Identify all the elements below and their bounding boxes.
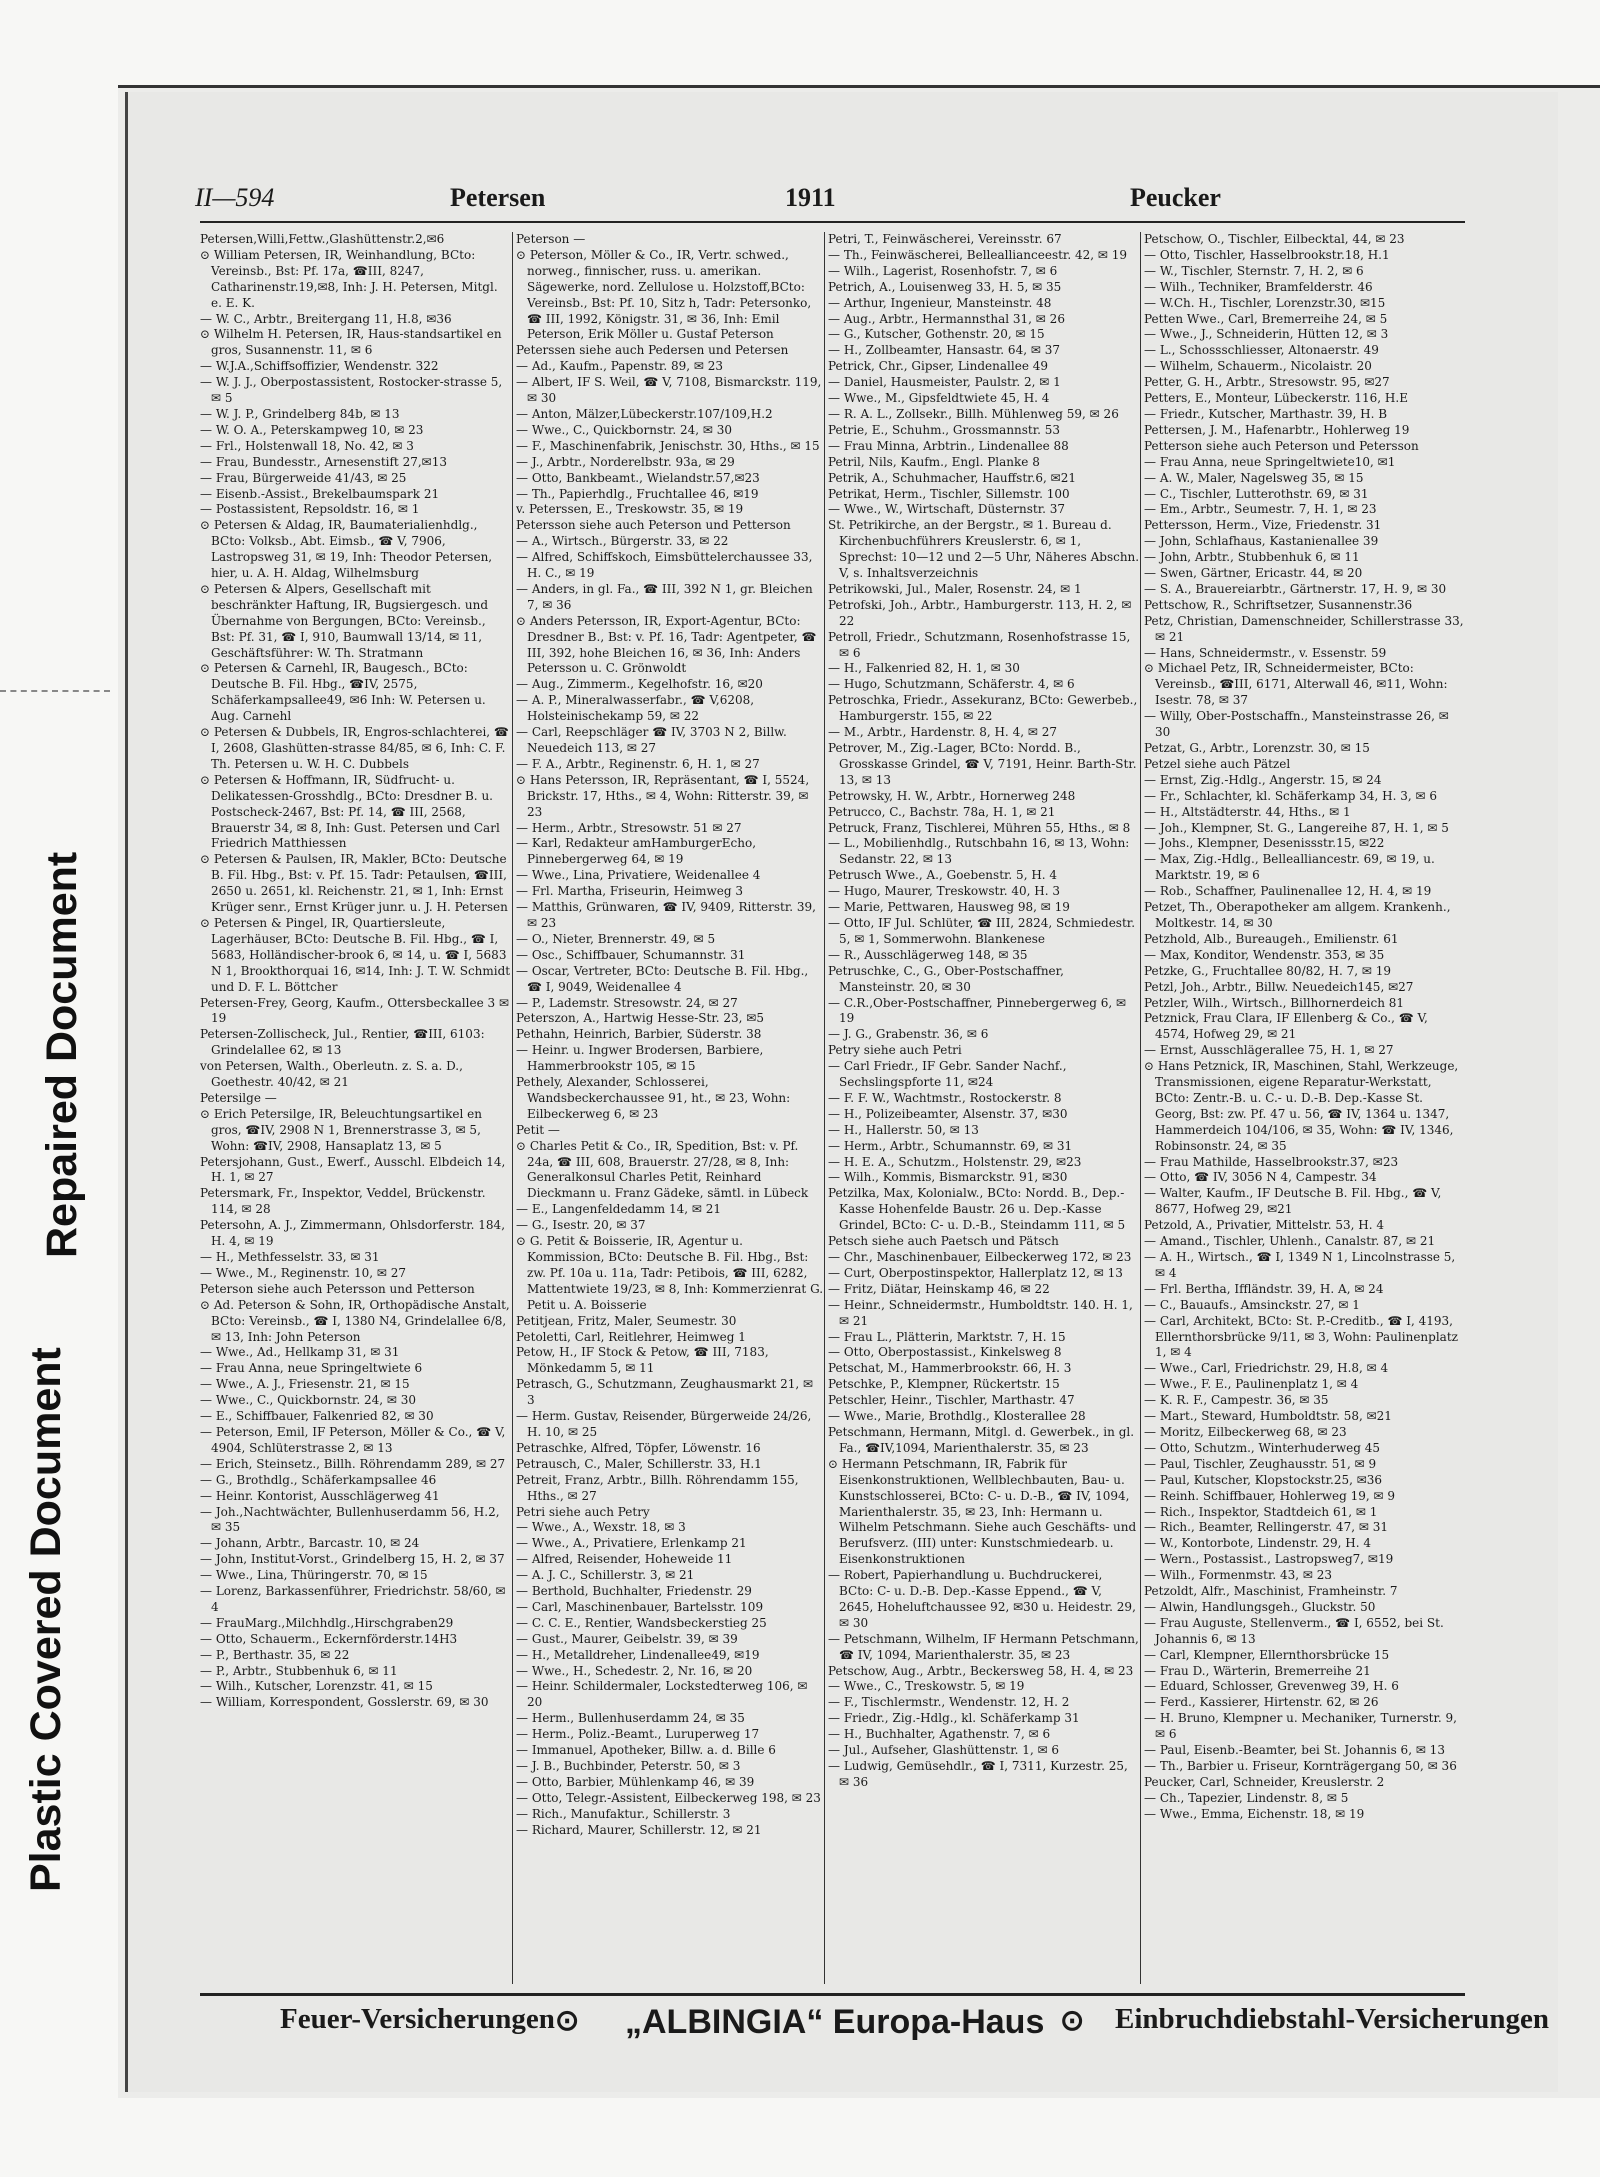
directory-entry: — J., Arbtr., Norderelbstr. 93a, ✉ 29 (516, 454, 735, 469)
directory-entry: ⊙ Petersen & Aldag, IR, Baumaterialienhdlg., BCto: Volksb., Abt. Eimsb., ☎ V, 7906, Lastropsweg 31, ✉ 19, Inh: Theodor Petersen, hier, u. A. H. Aldag, Wilhelmsburg (200, 518, 493, 581)
directory-entry: Petzler, Wilh., Wirtsch., Billhornerdeich 81 (1144, 995, 1405, 1010)
directory-entry: — Wilh., Kommis, Bismarckstr. 91, ✉30 (828, 1170, 1068, 1185)
directory-entry: — C.R.,Ober-Postschaffner, Pinnebergerweg 6, ✉ 19 (828, 995, 1127, 1026)
directory-entry: — FrauMarg.,Milchhdlg.,Hirschgraben29 (200, 1615, 454, 1630)
directory-entry: — E., Schiffbauer, Falkenried 82, ✉ 30 (200, 1409, 434, 1424)
directory-entry: ⊙ Michael Petz, IR, Schneidermeister, BCto: Vereinsb., ☎III, 6171, Alterwall 46, ✉11, Wohn: Isestr. 78, ✉ 37 (1144, 661, 1448, 708)
directory-entry: — G., Isestr. 20, ✉ 37 (516, 1218, 646, 1233)
directory-entry: — A. P., Mineralwasserfabr., ☎ V,6208, Holsteinischekamp 59, ✉ 22 (516, 693, 755, 724)
directory-entry: ⊙ Hans Petersson, IR, Repräsentant, ☎ I, 5524, Brickstr. 17, Hths., ✉ 4, Wohn: Ritterstr. 39, ✉ 23 (516, 772, 810, 819)
directory-entry: — J. B., Buchbinder, Peterstr. 50, ✉ 3 (516, 1759, 741, 1773)
directory-entry: — Frau Anna, neue Springeltwiete 6 (200, 1361, 423, 1376)
directory-entry: — Petschmann, Wilhelm, IF Hermann Petschmann, ☎ IV, 1094, Marienthalerstr. 35, ✉ 23 (828, 1631, 1139, 1662)
directory-entry: — Heinr. u. Ingwer Brodersen, Barbiere, Hammerbrookstr 105, ✉ 15 (516, 1043, 764, 1074)
directory-entry: — Gust., Maurer, Geibelstr. 39, ✉ 39 (516, 1631, 738, 1646)
directory-entry: — Anders, in gl. Fa., ☎ III, 392 N 1, gr. Bleichen 7, ✉ 36 (516, 581, 813, 612)
footer-ad-right: Einbruchdiebstahl-Versicherungen (1115, 2003, 1549, 2035)
directory-entry: Petrover, M., Zig.-Lager, BCto: Nordd. B., Grosskasse Grindel, ☎ V, 7191, Heinr. Barth-Str. 13, ✉ 13 (828, 741, 1137, 787)
directory-entry: Petterson siehe auch Peterson und Petersson (1144, 438, 1419, 453)
directory-entry: — Karl, Redakteur amHamburgerEcho, Pinnebergerweg 64, ✉ 19 (516, 836, 757, 867)
directory-entry: — Heinr. Kontorist, Ausschlägerweg 41 (200, 1488, 440, 1503)
directory-entry: — Otto, Schutzm., Winterhuderweg 45 (1144, 1440, 1380, 1455)
directory-entry: Peterson — (516, 232, 586, 246)
directory-entry: Petruschke, C., G., Ober-Postschaffner, Mansteinstr. 20, ✉ 30 (828, 963, 1064, 994)
directory-entry: — Otto, IF Jul. Schlüter, ☎ III, 2824, Schmiedestr. 5, ✉ 1, Sommerwohn. Blankenese (828, 915, 1136, 946)
directory-entry: — Herm., Arbtr., Stresowstr. 51 ✉ 27 (516, 820, 742, 835)
directory-entry: Peterssen siehe auch Pedersen und Petersen (516, 343, 789, 358)
directory-entry: Petten Wwe., Carl, Bremerreihe 24, ✉ 5 (1144, 311, 1388, 326)
directory-entry: — Wwe., Marie, Brothdlg., Klosterallee 28 (828, 1409, 1086, 1424)
directory-entry: — H., Methfesselstr. 33, ✉ 31 (200, 1250, 380, 1264)
directory-entry: — Wilhelm, Schauerm., Nicolaistr. 20 (1144, 359, 1372, 374)
directory-entry: — W. J. J., Oberpostassistent, Rostocker-strasse 5, ✉ 5 (200, 375, 503, 406)
directory-entry: — Joh.,Nachtwächter, Bullenhuserdamm 56, H.2, ✉ 35 (200, 1504, 500, 1535)
directory-entry: — K. R. F., Campestr. 36, ✉ 35 (1144, 1393, 1329, 1408)
directory-entry: — Johs., Klempner, Desenissstr.15, ✉22 (1144, 836, 1385, 851)
directory-entry: — P., Berthastr. 35, ✉ 22 (200, 1647, 350, 1662)
directory-entry: — Max, Zig.-Hdlg., Bellealliancestr. 69, ✉ 19, u. Marktstr. 19, ✉ 6 (1144, 852, 1435, 883)
directory-entry: — Daniel, Hausmeister, Paulstr. 2, ✉ 1 (828, 375, 1061, 390)
directory-entry: — Wwe., A., Wexstr. 18, ✉ 3 (516, 1520, 686, 1535)
directory-entry: — Em., Arbtr., Seumestr. 7, H. 1, ✉ 23 (1144, 502, 1377, 517)
directory-entry: — Ch., Tapezier, Lindenstr. 8, ✉ 5 (1144, 1790, 1349, 1805)
directory-entry: — A. J. C., Schillerstr. 3, ✉ 21 (516, 1568, 695, 1583)
directory-entry: — F. A., Arbtr., Reginenstr. 6, H. 1, ✉ 27 (516, 756, 760, 771)
directory-entry: — Hugo, Maurer, Treskowstr. 40, H. 3 (828, 884, 1061, 899)
directory-entry: — Otto, ☎ IV, 3056 N 4, Campestr. 34 (1144, 1170, 1377, 1185)
directory-entry: Petzet, Th., Oberapotheker am allgem. Krankenh., Moltkestr. 14, ✉ 30 (1144, 900, 1451, 930)
directory-column-2 (516, 232, 824, 1984)
directory-entry: — Wwe., A. J., Friesenstr. 21, ✉ 15 (200, 1377, 410, 1392)
directory-entry: — Wwe., Ad., Hellkamp 31, ✉ 31 (200, 1345, 400, 1360)
directory-entry: — Friedr., Zig.-Hdlg., kl. Schäferkamp 31 (828, 1711, 1080, 1726)
directory-entry: Petschler, Heinr., Tischler, Marthastr. 47 (828, 1393, 1075, 1408)
directory-entry: Petri, T., Feinwäscherei, Vereinsstr. 67 (828, 232, 1062, 246)
directory-entry: — Paul, Kutscher, Klopstockstr.25, ✉36 (1144, 1472, 1383, 1487)
directory-entry: — P., Lademstr. Stresowstr. 24, ✉ 27 (516, 995, 738, 1010)
directory-entry: Petschmann, Hermann, Mitgl. d. Gewerbek., in gl. Fa., ☎IV,1094, Marienthalerstr. 35, ✉ 23 (828, 1424, 1135, 1455)
directory-entry: — Herm., Bullenhuserdamm 24, ✉ 35 (516, 1711, 745, 1726)
directory-entry: — Otto, Bankbeamt., Wielandstr.57,✉23 (516, 470, 760, 485)
directory-entry: — Wwe., H., Schedestr. 2, Nr. 16, ✉ 20 (516, 1663, 753, 1678)
directory-entry: — H., Polizeibeamter, Alsenstr. 37, ✉30 (828, 1106, 1068, 1121)
directory-entry: Petersjohann, Gust., Ewerf., Ausschl. Elbdeich 14, H. 1, ✉ 27 (200, 1154, 506, 1185)
directory-entry: Petters, E., Monteur, Lübeckerstr. 116, H.E (1144, 391, 1408, 406)
directory-entry: — Hans, Schneidermstr., v. Essenstr. 59 (1144, 645, 1387, 660)
directory-entry: — Carl, Klempner, Ellernthorsbrücke 15 (1144, 1647, 1390, 1662)
directory-entry: — Frau Minna, Arbtrin., Lindenallee 88 (828, 438, 1069, 453)
directory-entry: Petschow, Aug., Arbtr., Beckersweg 58, H. 4, ✉ 23 (828, 1663, 1134, 1678)
margin-dashes (0, 690, 110, 692)
directory-entry: ⊙ Petersen & Dubbels, IR, Engros-schlachterei, ☎ I, 2608, Glashütten-strasse 84/85, ✉ 6, Inh: C. F. Th. Petersen u. W. H. C. Dubbels (200, 725, 509, 771)
directory-entry: — J. G., Grabenstr. 36, ✉ 6 (828, 1027, 989, 1042)
directory-entry: — W.J.A.,Schiffsoffizier, Wendenstr. 322 (200, 359, 439, 374)
directory-entry: — Max, Konditor, Wendenstr. 353, ✉ 35 (1144, 947, 1385, 962)
directory-column-1 (200, 232, 512, 1984)
directory-entry: — Arthur, Ingenieur, Mansteinstr. 48 (828, 295, 1052, 310)
directory-entry: — Walter, Kaufm., IF Deutsche B. Fil. Hbg., ☎ V, 8677, Hofweg 29, ✉21 (1144, 1186, 1442, 1217)
directory-entry: Petrich, A., Louisenweg 33, H. 5, ✉ 35 (828, 279, 1062, 294)
directory-entry: — Swen, Gärtner, Ericastr. 44, ✉ 20 (1144, 566, 1363, 581)
directory-entry: Petzl, Joh., Arbtr., Billw. Neuedeich145, ✉27 (1144, 979, 1414, 994)
directory-entry: Petersmark, Fr., Inspektor, Veddel, Brückenstr. 114, ✉ 28 (200, 1186, 486, 1217)
directory-entry: — L., Mobilienhdlg., Rutschbahn 16, ✉ 13, Wohn: Sedanstr. 22, ✉ 13 (828, 836, 1130, 867)
directory-entry: Petroll, Friedr., Schutzmann, Rosenhofstrasse 15, ✉ 6 (828, 629, 1131, 660)
directory-entry: Petruck, Franz, Tischlerei, Mühren 55, Hths., ✉ 8 (828, 820, 1131, 835)
directory-entry: Petzel siehe auch Pätzel (1144, 756, 1291, 771)
directory-column-4 (1144, 232, 1466, 1984)
directory-entry: — Wwe., M., Reginenstr. 10, ✉ 27 (200, 1265, 406, 1280)
page-header (195, 183, 1465, 219)
directory-entry: — R. A. L., Zollsekr., Billh. Mühlenweg 59, ✉ 26 (828, 406, 1119, 421)
directory-entry: — Jul., Aufseher, Glashüttenstr. 1, ✉ 6 (828, 1743, 1060, 1758)
directory-entry: — Herm., Poliz.-Beamt., Luruperweg 17 (516, 1727, 760, 1742)
directory-entry: Petrusch Wwe., A., Goebenstr. 5, H. 4 (828, 868, 1058, 883)
column-divider (512, 232, 513, 1984)
directory-entry: — A. H., Wirtsch., ☎ I, 1349 N 1, Lincolnstrasse 5, ✉ 4 (1144, 1250, 1456, 1280)
directory-entry: Petitjean, Fritz, Maler, Seumestr. 30 (516, 1313, 737, 1328)
directory-entry: — W., Tischler, Sternstr. 7, H. 2, ✉ 6 (1144, 263, 1364, 278)
directory-entry: — Wwe., C., Treskowstr. 5, ✉ 19 (828, 1679, 1025, 1694)
directory-entry: ⊙ Anders Petersson, IR, Export-Agentur, BCto: Dresdner B., Bst: v. Pf. 16, Tadr: Agentpeter, ☎ III, 392, hohe Bleichen 16, ✉ 36, Inh: Anders Petersson u. C. Grönwoldt (516, 613, 817, 676)
directory-entry: — Rich., Manufaktur., Schillerstr. 3 (516, 1806, 731, 1821)
directory-entry: — Carl, Architekt, BCto: St. P.-Creditb., ☎ I, 4193, Ellernthorsbrücke 9/11, ✉ 3, Wohn: Paulinenplatz 1, ✉ 4 (1144, 1313, 1458, 1360)
directory-entry: — F. F. W., Wachtmstr., Rostockerstr. 8 (828, 1090, 1062, 1105)
directory-entry: — Rich., Inspektor, Stadtdeich 61, ✉ 1 (1144, 1504, 1378, 1519)
directory-entry: — Ludwig, Gemüsehdlr., ☎ I, 7311, Kurzestr. 25, ✉ 36 (828, 1759, 1128, 1789)
directory-entry: Petz, Christian, Damenschneider, Schillerstrasse 33, ✉ 21 (1144, 613, 1464, 644)
directory-entry: — F., Maschinenfabrik, Jenischstr. 30, Hths., ✉ 15 (516, 438, 820, 453)
directory-entry: — H., Altstädterstr. 44, Hths., ✉ 1 (1144, 804, 1351, 819)
directory-entry: — Aug., Arbtr., Hermannsthal 31, ✉ 26 (828, 311, 1065, 326)
directory-entry: ⊙ Charles Petit & Co., IR, Spedition, Bst: v. Pf. 24a, ☎ III, 608, Brauerstr. 27/28, ✉ 8, Inh: Generalkonsul Charles Petit, Reinhard Dieckmann u. Franz Gädeke, sämtl. in Lübeck (516, 1138, 809, 1201)
directory-entry: — Wwe., Lina, Thüringerstr. 70, ✉ 15 (200, 1568, 428, 1583)
directory-entry: — Wwe., J., Schneiderin, Hütten 12, ✉ 3 (1144, 327, 1389, 342)
directory-entry: — Wwe., A., Privatiere, Erlenkamp 21 (516, 1536, 747, 1551)
running-head-start: Petersen (450, 183, 546, 212)
directory-entry: — Ernst, Zig.-Hdlg., Angerstr. 15, ✉ 24 (1144, 772, 1382, 787)
directory-entry: — Frl. Bertha, Iffländstr. 39, H. A, ✉ 24 (1144, 1281, 1384, 1296)
directory-entry: Petersen-Frey, Georg, Kaufm., Ottersbeckallee 3 ✉ 19 (200, 995, 509, 1026)
directory-entry: — Otto, Tischler, Hasselbrookstr.18, H.1 (1144, 247, 1390, 262)
directory-entry: Petschke, P., Klempner, Rückertstr. 15 (828, 1377, 1060, 1392)
directory-entry: Peucker, Carl, Schneider, Kreuslerstr. 2 (1144, 1774, 1385, 1789)
directory-entry: Petrie, E., Schuhm., Grossmannstr. 53 (828, 422, 1061, 437)
directory-entry: Petersson siehe auch Peterson und Petterson (516, 518, 791, 533)
directory-entry: — H. Bruno, Klempner u. Mechaniker, Turnerstr. 9, ✉ 6 (1144, 1711, 1457, 1742)
running-head-end: Peucker (1130, 183, 1221, 212)
directory-entry: — John, Institut-Vorst., Grindelberg 15, H. 2, ✉ 37 (200, 1552, 505, 1567)
directory-entry: — W. J. P., Grindelberg 84b, ✉ 13 (200, 406, 400, 421)
directory-entry: — Eisenb.-Assist., Brekelbaumspark 21 (200, 486, 440, 501)
directory-entry: — Postassistent, Repsoldstr. 16, ✉ 1 (200, 502, 420, 517)
footer-ad-center: „ALBINGIA“ Europa-Haus (625, 2003, 1045, 2041)
directory-entry: — G., Kutscher, Gothenstr. 20, ✉ 15 (828, 327, 1045, 342)
directory-entry: — Ernst, Ausschlägerallee 75, H. 1, ✉ 27 (1144, 1043, 1394, 1058)
directory-entry: — Fr., Schlachter, kl. Schäferkamp 34, H. 3, ✉ 6 (1144, 788, 1437, 803)
directory-entry: von Petersen, Walth., Oberleutn. z. S. a. D., Goethestr. 40/42, ✉ 21 (200, 1059, 463, 1090)
directory-entry: Petrick, Chr., Gipser, Lindenallee 49 (828, 359, 1049, 374)
directory-entry: — H. E. A., Schutzm., Holstenstr. 29, ✉23 (828, 1154, 1082, 1169)
directory-entry: Petraschke, Alfred, Töpfer, Löwenstr. 16 (516, 1440, 761, 1455)
directory-entry: ⊙ William Petersen, IR, Weinhandlung, BCto: Vereinsb., Bst: Pf. 17a, ☎III, 8247, Catharinenstr.19,✉8, Inh: J. H. Petersen, Mitgl. e. E. K. (200, 247, 498, 310)
directory-entry: Petrik, A., Schuhmacher, Hauffstr.6, ✉21 (828, 470, 1076, 485)
directory-entry: — F., Tischlermstr., Wendenstr. 12, H. 2 (828, 1695, 1070, 1710)
directory-entry: — Hugo, Schutzmann, Schäferstr. 4, ✉ 6 (828, 677, 1075, 692)
directory-entry: Pethely, Alexander, Schlosserei, Wandsbeckerchaussee 91, ht., ✉ 23, Wohn: Eilbeckerweg 6, ✉ 23 (516, 1075, 791, 1121)
directory-entry: Pettschow, R., Schriftsetzer, Susannenstr.36 (1144, 597, 1413, 612)
side-label-repaired: Repaired Document (38, 851, 86, 1259)
directory-entry: — S. A., Brauereiarbtr., Gärtnerstr. 17, H. 9, ✉ 30 (1144, 581, 1447, 596)
directory-entry: — Carl Friedr., IF Gebr. Sander Nachf., Sechslingspforte 11, ✉24 (828, 1059, 1067, 1090)
directory-entry: Petoletti, Carl, Reitlehrer, Heimweg 1 (516, 1329, 746, 1344)
directory-entry: — Fritz, Diätar, Heinskamp 46, ✉ 22 (828, 1281, 1050, 1296)
directory-entry: — H., Metalldreher, Lindenallee49, ✉19 (516, 1647, 760, 1662)
directory-entry: v. Peterssen, E., Treskowstr. 35, ✉ 19 (516, 502, 744, 517)
running-head-year: 1911 (785, 183, 836, 212)
directory-entry: Pettersson, Herm., Vize, Friedenstr. 31 (1144, 518, 1382, 533)
directory-entry: ⊙ Petersen & Pingel, IR, Quartiersleute, Lagerhäuser, BCto: Deutsche B. Fil. Hbg., ☎ I, 5683, Holländischer-brook 6, ✉ 14, u. ☎ I, 5683 N 1, Brookthorquai 16, ✉14, Inh: J. T. W. Schmidt und D. F. L. Böttcher (200, 915, 511, 994)
directory-entry: — R., Ausschlägerweg 148, ✉ 35 (828, 947, 1028, 962)
directory-entry: — Carl, Reepschläger ☎ IV, 3703 N 2, Billw. Neuedeich 113, ✉ 27 (516, 725, 787, 755)
directory-entry: Pethahn, Heinrich, Barbier, Süderstr. 38 (516, 1027, 762, 1042)
directory-entry: — Marie, Pettwaren, Hausweg 98, ✉ 19 (828, 900, 1070, 915)
directory-entry: Petril, Nils, Kaufm., Engl. Planke 8 (828, 454, 1040, 469)
directory-entry: — Alwin, Handlungsgeh., Gluckstr. 50 (1144, 1599, 1376, 1614)
directory-entry: — Robert, Papierhandlung u. Buchdruckerei, BCto: C- u. D.-B. Dep.-Kasse Eppend., ☎ V, 2645, Hoheluftchaussee 92, ✉30 u. Heidestr. 29, ✉ 30 (828, 1568, 1136, 1630)
directory-entry: Petrausch, C., Maler, Schillerstr. 33, H.1 (516, 1456, 762, 1471)
directory-entry: — Friedr., Kutscher, Marthastr. 39, H. B (1144, 406, 1388, 421)
directory-entry: — Anton, Mälzer,Lübeckerstr.107/109,H.2 (516, 406, 773, 421)
directory-entry: Petit — (516, 1122, 560, 1137)
directory-entry: — Wwe., C., Quickbornstr. 24, ✉ 30 (200, 1393, 416, 1408)
directory-entry: — Wwe., Lina, Privatiere, Weidenallee 4 (516, 868, 761, 883)
directory-entry: Petri siehe auch Petry (516, 1504, 650, 1519)
directory-entry: — Wwe., F. E., Paulinenplatz 1, ✉ 4 (1144, 1377, 1359, 1392)
directory-entry: Petzat, G., Arbtr., Lorenzstr. 30, ✉ 15 (1144, 741, 1370, 755)
directory-entry: ⊙ Erich Petersilge, IR, Beleuchtungsartikel en gros, ☎IV, 2908 N 1, Brennerstrasse 3, ✉ 5, Wohn: ☎IV, 2908, Hansaplatz 13, ✉ 5 (200, 1106, 482, 1153)
footer-bullet: ⊙ (555, 2005, 580, 2037)
directory-entry: Petersen,Willi,Fettw.,Glashüttenstr.2,✉6 (200, 232, 445, 246)
directory-entry: — Wilh., Kutscher, Lorenzstr. 41, ✉ 15 (200, 1679, 433, 1694)
directory-entry: — Wwe., M., Gipsfeldtwiete 45, H. 4 (828, 391, 1050, 406)
directory-entry: — Matthis, Grünwaren, ☎ IV, 9409, Ritterstr. 39, ✉ 23 (516, 900, 816, 930)
directory-entry: — A. W., Maler, Nagelsweg 35, ✉ 15 (1144, 470, 1364, 485)
directory-entry: Petow, H., IF Stock & Petow, ☎ III, 7183, Mönkedamm 5, ✉ 11 (516, 1345, 769, 1376)
directory-entry: Petersohn, A. J., Zimmermann, Ohlsdorferstr. 184, H. 4, ✉ 19 (200, 1218, 506, 1249)
directory-entry: Petzilka, Max, Kolonialw., BCto: Nordd. B., Dep.-Kasse Hohenfelde Baustr. 26 u. Dep.-Kasse Grindel, BCto: C- u. D.-B., Steindamm 111, ✉ 5 (828, 1186, 1126, 1233)
directory-entry: — Lorenz, Barkassenführer, Friedrichstr. 58/60, ✉ 4 (200, 1584, 506, 1614)
directory-entry: — Wwe., Emma, Eichenstr. 18, ✉ 19 (1144, 1806, 1365, 1821)
directory-entry: — Th., Barbier u. Friseur, Kornträgergang 50, ✉ 36 (1144, 1759, 1457, 1773)
directory-entry: — Heinr. Schildermaler, Lockstedterweg 106, ✉ 20 (516, 1679, 808, 1710)
directory-entry: ⊙ Wilhelm H. Petersen, IR, Haus-standsartikel en gros, Susannenstr. 11, ✉ 6 (200, 327, 502, 358)
directory-entry: — Frau D., Wärterin, Bremerreihe 21 (1144, 1663, 1371, 1678)
directory-entry: ⊙ Ad. Peterson & Sohn, IR, Orthopädische Anstalt, BCto: Vereinsb., ☎ I, 1380 N4, Grindelallee 6/8, ✉ 13, Inh: John Peterson (200, 1297, 510, 1344)
directory-entry: Petrucco, C., Bachstr. 78a, H. 1, ✉ 21 (828, 804, 1056, 819)
directory-entry: ⊙ Petersen & Paulsen, IR, Makler, BCto: Deutsche B. Fil. Hbg., Bst: v. Pf. 15. Tadr: Petaulsen, ☎III, 2650 u. 2651, kl. Reichenstr. 21, ✉ 1, Inh: Ernst Krüger senr., Ernst Krüger junr. u. J. H. Petersen (200, 852, 508, 915)
directory-entry: — Frau, Bürgerweide 41/43, ✉ 25 (200, 470, 407, 485)
directory-entry: — W. C., Arbtr., Breitergang 11, H.8, ✉36 (200, 311, 452, 326)
directory-entry: — H., Hallerstr. 50, ✉ 13 (828, 1122, 979, 1137)
directory-entry: Petschat, M., Hammerbrookstr. 66, H. 3 (828, 1361, 1072, 1376)
header-rule (200, 221, 1465, 223)
directory-entry: — Rob., Schaffner, Paulinenallee 12, H. 4, ✉ 19 (1144, 884, 1432, 899)
directory-entry: — Frau Auguste, Stellenverm., ☎ I, 6552, bei St. Johannis 6, ✉ 13 (1144, 1615, 1444, 1646)
directory-entry: — Wwe., Carl, Friedrichstr. 29, H.8, ✉ 4 (1144, 1361, 1389, 1376)
directory-entry: ⊙ Hermann Petschmann, IR, Fabrik für Eisenkonstruktionen, Wellblechbauten, Bau- u. Kunstschlosserei, BCto: C- u. D.-B., ☎ IV, 1094, Marienthalerstr. 35, ✉ 23, Inh: Hermann u. Wilhelm Petschmann. Siehe auch Geschäfts- und Berufsverz. (III) unter: Kunstschmiedearb. u. Eisenkonstruktionen (828, 1456, 1137, 1567)
directory-entry: — P., Arbtr., Stubbenhuk 6, ✉ 11 (200, 1663, 398, 1678)
directory-entry: Petreit, Franz, Arbtr., Billh. Röhrendamm 155, Hths., ✉ 27 (516, 1472, 799, 1503)
directory-entry: ⊙ Petersen & Alpers, Gesellschaft mit beschränkter Haftung, IR, Bugsiergesch. und Übernahme von Bergungen, BCto: Vereinsb., Bst: Pf. 31, ☎ I, 910, Baumwall 13/14, ✉ 11, Geschäftsführer: W. Th. Stratmann (200, 581, 489, 660)
directory-entry: — G., Brothdlg., Schäferkampsallee 46 (200, 1472, 437, 1487)
directory-entry: ⊙ Petersen & Carnehl, IR, Baugesch., BCto: Deutsche B. Fil. Hbg., ☎IV, 2575, Schäferkampsallee49, ✉6 Inh: W. Petersen u. Aug. Carnehl (200, 661, 486, 724)
directory-entry: — Heinr., Schneidermstr., Humboldtstr. 140. H. 1, ✉ 21 (828, 1297, 1133, 1328)
directory-entry: — L., Schossschliesser, Altonaerstr. 49 (1144, 343, 1379, 358)
directory-entry: — Herm. Gustav, Reisender, Bürgerweide 24/26, H. 10, ✉ 25 (516, 1409, 812, 1439)
directory-entry: Petrikat, Herm., Tischler, Sillemstr. 100 (828, 486, 1070, 501)
directory-entry: — Oscar, Vertreter, BCto: Deutsche B. Fil. Hbg., ☎ I, 9049, Weidenallee 4 (516, 963, 809, 994)
directory-entry: Petzhold, Alb., Bureaugeh., Emilienstr. 61 (1144, 931, 1399, 946)
directory-entry: Petersilge — (200, 1090, 277, 1105)
directory-entry: — Frau Anna, neue Springeltwiete10, ✉1 (1144, 454, 1396, 469)
directory-entry: ⊙ Peterson, Möller & Co., IR, Vertr. schwed., norweg., finnischer, russ. u. amerikan. Sägewerke, nord. Zellulose u. Holzstoff,BCto: Vereinsb., Bst: Pf. 10, Sitz h, Tadr: Petersonko, ☎ III, 1992, Königstr. 31, ✉ 36, Inh: Emil Peterson, Erik Möller u. Gustaf Peterson (516, 247, 812, 342)
directory-entry: Pettersen, J. M., Hafenarbtr., Hohlerweg 19 (1144, 422, 1410, 437)
directory-entry: — C., Tischler, Lutterothstr. 69, ✉ 31 (1144, 486, 1369, 501)
directory-entry: — Chr., Maschinenbauer, Eilbeckerweg 172, ✉ 23 (828, 1250, 1132, 1264)
directory-entry: — John, Arbtr., Stubbenhuk 6, ✉ 11 (1144, 550, 1360, 565)
directory-entry: Peterszon, A., Hartwig Hesse-Str. 23, ✉5 (516, 1011, 764, 1026)
directory-entry: — Herm., Arbtr., Schumannstr. 69, ✉ 31 (828, 1138, 1073, 1153)
directory-entry: — Wilh., Techniker, Bramfelderstr. 46 (1144, 279, 1373, 294)
directory-entry: Petter, G. H., Arbtr., Stresowstr. 95, ✉27 (1144, 375, 1390, 390)
directory-entry: Petzke, G., Fruchtallee 80/82, H. 7, ✉ 19 (1144, 963, 1392, 978)
directory-entry: — H., Buchhalter, Agathenstr. 7, ✉ 6 (828, 1727, 1051, 1742)
directory-entry: — Rich., Beamter, Rellingerstr. 47, ✉ 31 (1144, 1520, 1388, 1535)
directory-entry: — Willy, Ober-Postschaffn., Mansteinstrasse 26, ✉ 30 (1144, 709, 1449, 740)
directory-entry: — M., Arbtr., Hardenstr. 8, H. 4, ✉ 27 (828, 725, 1057, 740)
directory-entry: — Erich, Steinsetz., Billh. Röhrendamm 289, ✉ 27 (200, 1456, 506, 1471)
directory-entry: — Paul, Eisenb.-Beamter, bei St. Johannis 6, ✉ 13 (1144, 1743, 1445, 1758)
directory-entry: — Wwe., C., Quickbornstr. 24, ✉ 30 (516, 422, 732, 437)
directory-entry: ⊙ Hans Petznick, IR, Maschinen, Stahl, Werkzeuge, Transmissionen, eigene Reparatur-Werkstatt, BCto: Zentr.-B. u. C.- u. D.-B. Dep.-Kasse St. Georg, Bst: zw. Pf. 47 u. 56, ☎ IV, 1364 u. 1347, Hammerdeich 104/106, ✉ 35, Wohn: ☎ IV, 1346, Robinsonstr. 24, ✉ 35 (1144, 1059, 1459, 1153)
directory-entry: — Paul, Tischler, Zeughausstr. 51, ✉ 9 (1144, 1456, 1377, 1471)
directory-entry: — Albert, IF S. Weil, ☎ V, 7108, Bismarckstr. 119, ✉ 30 (516, 375, 822, 406)
directory-entry: — Alfred, Reisender, Hoheweide 11 (516, 1552, 733, 1567)
directory-entry: — W. O. A., Peterskampweg 10, ✉ 23 (200, 422, 424, 437)
directory-entry: ⊙ Petersen & Hoffmann, IR, Südfrucht- u. Delikatessen-Grosshdlg., BCto: Dresdner B. u. Postscheck-2467, Bst: Pf. 14, ☎ III, 2568, Brauerstr 34, ✉ 8, Inh: Gust. Petersen und Carl Friedrich Matthiessen (200, 772, 500, 851)
directory-entry: Petsch siehe auch Paetsch und Pätsch (828, 1234, 1059, 1249)
directory-entry: — Wern., Postassist., Lastropsweg7, ✉19 (1144, 1552, 1394, 1567)
directory-entry: — Berthold, Buchhalter, Friedenstr. 29 (516, 1584, 752, 1599)
directory-entry: — Frau, Bundesstr., Arnesenstift 27,✉13 (200, 454, 447, 469)
directory-entry: — Reinh. Schiffbauer, Hohlerweg 19, ✉ 9 (1144, 1488, 1395, 1503)
directory-entry: — Ferd., Kassierer, Hirtenstr. 62, ✉ 26 (1144, 1695, 1379, 1710)
directory-entry: — Th., Papierhdlg., Fruchtallee 46, ✉19 (516, 486, 759, 501)
directory-entry: — Osc., Schiffbauer, Schumannstr. 31 (516, 947, 746, 962)
directory-entry: — William, Korrespondent, Gosslerstr. 69, ✉ 30 (200, 1695, 489, 1710)
directory-entry: — Frl. Martha, Friseurin, Heimweg 3 (516, 884, 743, 899)
directory-entry: — A., Wirtsch., Bürgerstr. 33, ✉ 22 (516, 534, 729, 549)
footer-ad-left: Feuer-Versicherungen (280, 2003, 555, 2035)
directory-entry: ⊙ G. Petit & Boisserie, IR, Agentur u. Kommission, BCto: Deutsche B. Fil. Hbg., Bst: zw. Pf. 10a u. 11a, Tadr: Petibois, ☎ III, 6282, Mattentwiete 19/23, ✉ 8, Inh: Kommerzienrat G. Petit u. A. Boisserie (516, 1234, 824, 1312)
directory-entry: — Otto, Telegr.-Assistent, Eilbeckerweg 198, ✉ 23 (516, 1790, 821, 1805)
footer-advertisement (200, 2003, 1549, 2047)
directory-entry: — Wwe., W., Wirtschaft, Düsternstr. 37 (828, 502, 1066, 517)
footer-bullet: ⊙ (1060, 2005, 1085, 2037)
directory-entry: — C., Bauaufs., Amsinckstr. 27, ✉ 1 (1144, 1297, 1360, 1312)
directory-entry: — H., Falkenried 82, H. 1, ✉ 30 (828, 661, 1020, 676)
directory-entry: Petznick, Frau Clara, IF Ellenberg & Co., ☎ V, 4574, Hofweg 29, ✉ 21 (1144, 1011, 1428, 1042)
directory-entry: — Johann, Arbtr., Barcastr. 10, ✉ 24 (200, 1536, 420, 1551)
directory-entry: — Carl, Maschinenbauer, Bartelsstr. 109 (516, 1599, 764, 1614)
directory-entry: — E., Langenfeldedamm 14, ✉ 21 (516, 1202, 721, 1217)
directory-entry: Petersen-Zollischeck, Jul., Rentier, ☎III, 6103: Grindelallee 62, ✉ 13 (200, 1027, 485, 1058)
directory-entry: — Otto, Schauerm., Eckernförderstr.14H3 (200, 1631, 458, 1646)
directory-entry: Petrowsky, H. W., Arbtr., Hornerweg 248 (828, 788, 1076, 803)
directory-entry: — Immanuel, Apotheker, Billw. a. d. Bille 6 (516, 1743, 776, 1758)
directory-entry: — Frau L., Plätterin, Marktstr. 7, H. 15 (828, 1329, 1066, 1344)
directory-entry: Petrikowski, Jul., Maler, Rosenstr. 24, ✉ 1 (828, 581, 1082, 596)
directory-entry: — Eduard, Schlosser, Grevenweg 39, H. 6 (1144, 1679, 1399, 1694)
directory-entry: Petroschka, Friedr., Assekuranz, BCto: Gewerbeb., Hamburgerstr. 155, ✉ 22 (828, 693, 1138, 724)
directory-entry: — O., Nieter, Brennerstr. 49, ✉ 5 (516, 931, 716, 946)
footer-rule (200, 1993, 1465, 1996)
directory-entry: — Moritz, Eilbeckerweg 68, ✉ 23 (1144, 1424, 1347, 1439)
directory-entry: Petzoldt, Alfr., Maschinist, Framheinstr. 7 (1144, 1584, 1398, 1599)
directory-entry: — W., Kontorbote, Lindenstr. 29, H. 4 (1144, 1536, 1372, 1551)
directory-entry: — Th., Feinwäscherei, Belleallianceestr. 42, ✉ 19 (828, 247, 1128, 262)
directory-entry: — Otto, Oberpostassist., Kinkelsweg 8 (828, 1345, 1062, 1360)
directory-entry: — Aug., Zimmerm., Kegelhofstr. 16, ✉20 (516, 677, 763, 692)
directory-entry: — Richard, Maurer, Schillerstr. 12, ✉ 21 (516, 1822, 762, 1837)
directory-entry: — C. C. E., Rentier, Wandsbeckerstieg 25 (516, 1615, 767, 1630)
directory-entry: — John, Schlafhaus, Kastanienallee 39 (1144, 534, 1379, 549)
directory-entry: — Amand., Tischler, Uhlenh., Canalstr. 87, ✉ 21 (1144, 1234, 1436, 1249)
directory-entry: — W.Ch. H., Tischler, Lorenzstr.30, ✉15 (1144, 295, 1386, 310)
directory-entry: — Curt, Oberpostinspektor, Hallerplatz 12, ✉ 13 (828, 1265, 1123, 1280)
directory-entry: — Wilh., Formenmstr. 43, ✉ 23 (1144, 1568, 1333, 1583)
column-divider (824, 232, 825, 1984)
directory-entry: St. Petrikirche, an der Bergstr., ✉ 1. Bureau d. Kirchenbuchführers Kreuslerstr. 6, ✉ 1, Sprechst: 10—12 und 2—5 Uhr, Näheres Abschn. V, s. Inhaltsverzeichnis (828, 518, 1140, 581)
directory-entry: — Mart., Steward, Humboldtstr. 58, ✉21 (1144, 1409, 1392, 1424)
directory-entry: — Alfred, Schiffskoch, Eimsbüttelerchaussee 33, H. C., ✉ 19 (516, 550, 813, 581)
directory-entry: Peterson siehe auch Petersson und Petterson (200, 1281, 475, 1296)
directory-entry: Petrofski, Joh., Arbtr., Hamburgerstr. 113, H. 2, ✉ 22 (828, 597, 1132, 628)
directory-entry: Petzold, A., Privatier, Mittelstr. 53, H. 4 (1144, 1218, 1385, 1233)
directory-entry: — Joh., Klempner, St. G., Langereihe 87, H. 1, ✉ 5 (1144, 820, 1449, 835)
directory-entry: — Frau Mathilde, Hasselbrookstr.37, ✉23 (1144, 1154, 1399, 1169)
page-number: II—594 (195, 183, 275, 212)
directory-entry: — Peterson, Emil, IF Peterson, Möller & Co., ☎ V, 4904, Schlüterstrasse 2, ✉ 13 (200, 1424, 506, 1455)
directory-column-3 (828, 232, 1140, 1984)
directory-entry: Petschow, O., Tischler, Eilbecktal, 44, ✉ 23 (1144, 232, 1405, 246)
directory-entry: — Otto, Barbier, Mühlenkamp 46, ✉ 39 (516, 1774, 755, 1789)
directory-entry: Petry siehe auch Petri (828, 1043, 962, 1058)
directory-entry: — Ad., Kaufm., Papenstr. 89, ✉ 23 (516, 359, 723, 374)
directory-entry: — Frl., Holstenwall 18, No. 42, ✉ 3 (200, 438, 414, 453)
directory-entry: — H., Zollbeamter, Hansastr. 64, ✉ 37 (828, 343, 1060, 358)
side-label-plastic: Plastic Covered Document (22, 1347, 70, 1893)
directory-entry: Petrasch, G., Schutzmann, Zeughausmarkt 21, ✉ 3 (516, 1377, 814, 1408)
directory-entry: — Wilh., Lagerist, Rosenhofstr. 7, ✉ 6 (828, 263, 1058, 278)
column-divider (1140, 232, 1141, 1984)
